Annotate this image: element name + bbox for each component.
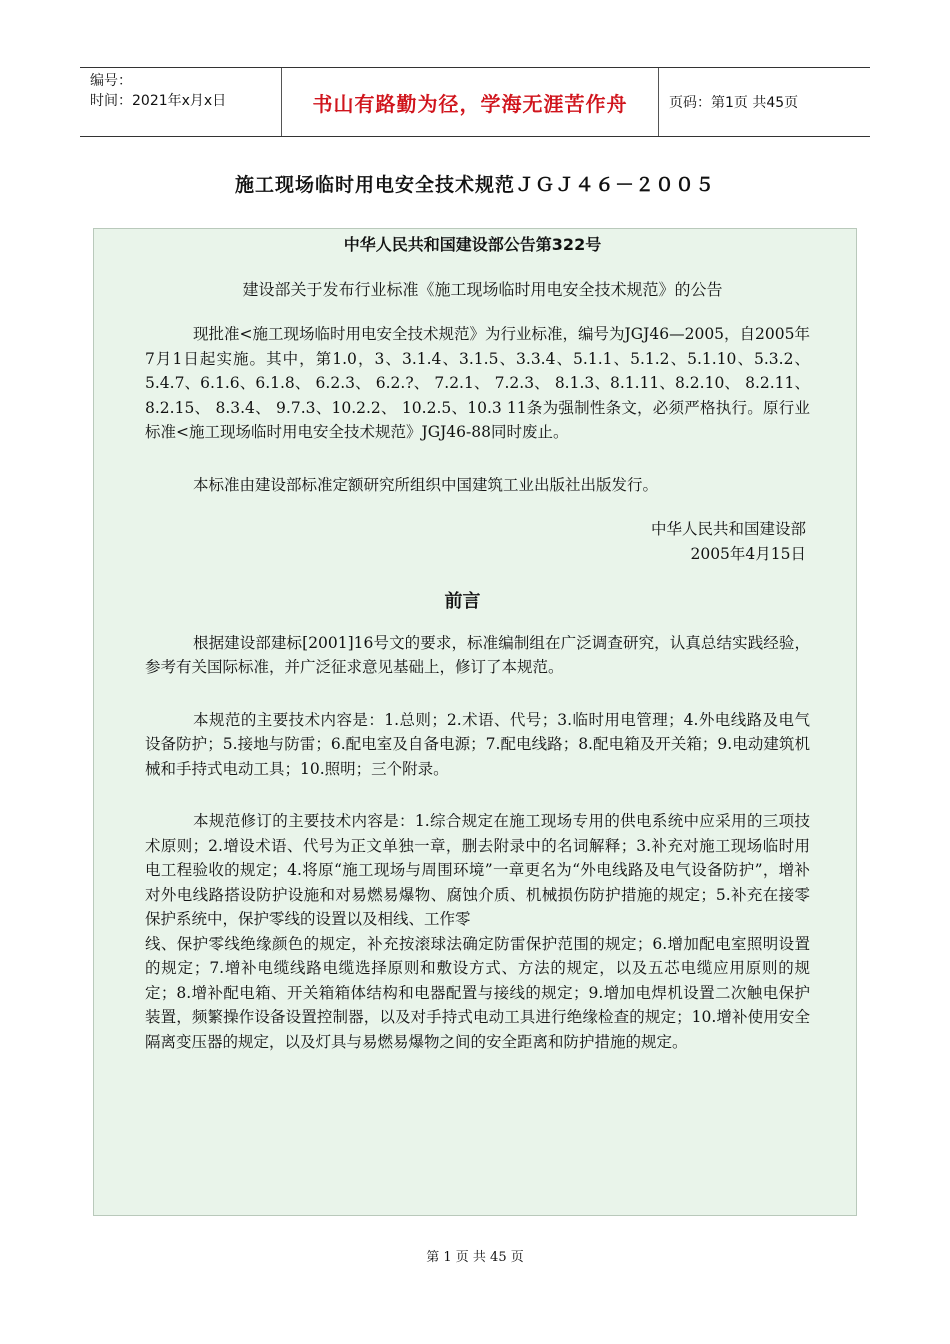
publish-note: 本标准由建设部标准定额研究所组织中国建筑工业出版社出版发行。 bbox=[193, 475, 659, 494]
header-bar bbox=[80, 67, 870, 137]
header-page-info: 页码：第1页 共45页 bbox=[669, 95, 799, 111]
preface-paragraph-3a: 本规范修订的主要技术内容是：1.综合规定在施工现场专用的供电系统中应采用的三项技术原则；2.增设术语、代号为正文单独一章，删去附录中的名词解释；3.补充对施工现场临时用电工程验收的规定；4.将原“施工现场与周围环境”一章更名为“外电线路及电气设备防护”，增补对外电线路搭设防护设施和对易燃易爆物、腐蚀介质、机械损伤防护措施的规定；5.补充在接零保护系统中，保护零线的设置以及相线、工作零 bbox=[145, 812, 810, 928]
header-meta bbox=[80, 68, 282, 136]
preface-paragraph-3b: 线、保护零线绝缘颜色的规定，补充按滚球法确定防雷保护范围的规定；6.增加配电室照明设置的规定；7.增补电缆线路电缆选择原则和敷设方式、方法的规定，以及五芯电缆应用原则的规定；8.增补配电箱、开关箱箱体结构和电器配置与接线的规定；9.增加电焊机设置二次触电保护装置，频繁操作设备设置控制器，以及对手持式电动工具进行绝缘检查的规定；10.增补使用安全隔离变压器的规定，以及灯具与易燃易爆物之间的安全距离和防护措施的规定。 bbox=[145, 934, 810, 1051]
announcement-subtitle: 建设部关于发布行业标准《施工现场临时用电安全技术规范》的公告 bbox=[242, 279, 723, 299]
header-motto: 书山有路勤为径，学海无涯苦作舟 bbox=[282, 68, 659, 136]
issuer: 中华人民共和国建设部 bbox=[650, 520, 806, 538]
number-label: 编号： bbox=[90, 73, 132, 89]
announcement-title: 中华人民共和国建设部公告第322号 bbox=[343, 235, 602, 254]
content-body bbox=[145, 228, 810, 1054]
issue-date: 2005年4月15日 bbox=[690, 544, 806, 563]
preface-paragraph-1: 根据建设部建标[2001]16号文的要求，标准编制组在广泛调查研究，认真总结实践经验，参考有关国际标准，并广泛征求意见基础上，修订了本规范。 bbox=[145, 633, 810, 676]
preface-paragraph-2: 本规范的主要技术内容是：1.总则；2.术语、代号；3.临时用电管理；4.外电线路及电气设备防护；5.接地与防雷；6.配电室及自备电源；7.配电线路；8.配电箱及开关箱；9.电动建筑机械和手持式电动工具；10.照明；三个附录。 bbox=[145, 710, 810, 778]
time-label: 时间：2021年x月x日 bbox=[90, 93, 227, 109]
page-footer: 第 1 页 共 45 页 bbox=[426, 1250, 524, 1265]
announcement-body: 现批准<施工现场临时用电安全技术规范》为行业标准，编号为JGJ46—2005，自2005年7月1日起实施。其中，第1.0，3、3.1.4、3.1.5、3.3.4、5.1.1、5.1.2、5.1.10、5.3.2、5.4.7、6.1.6、6.1.8、 6.2.3、 6.2.?、 7.2.1、 7.2.3、 8.1.3、8.1.11、8.2.10、 8.2.11、 8.2.15、 8.3.4、 9.7.3、10.2.2、 10.2.5、10.3 11条为强制性条文，必须严格执行。原行业标准<施工现场临时用电安全技术规范》JGJ46-88同时废止。 bbox=[145, 325, 811, 441]
document-title: 施工现场临时用电安全技术规范ＪＧＪ４６－２００５ bbox=[234, 174, 715, 196]
preface-title: 前言 bbox=[444, 591, 481, 612]
